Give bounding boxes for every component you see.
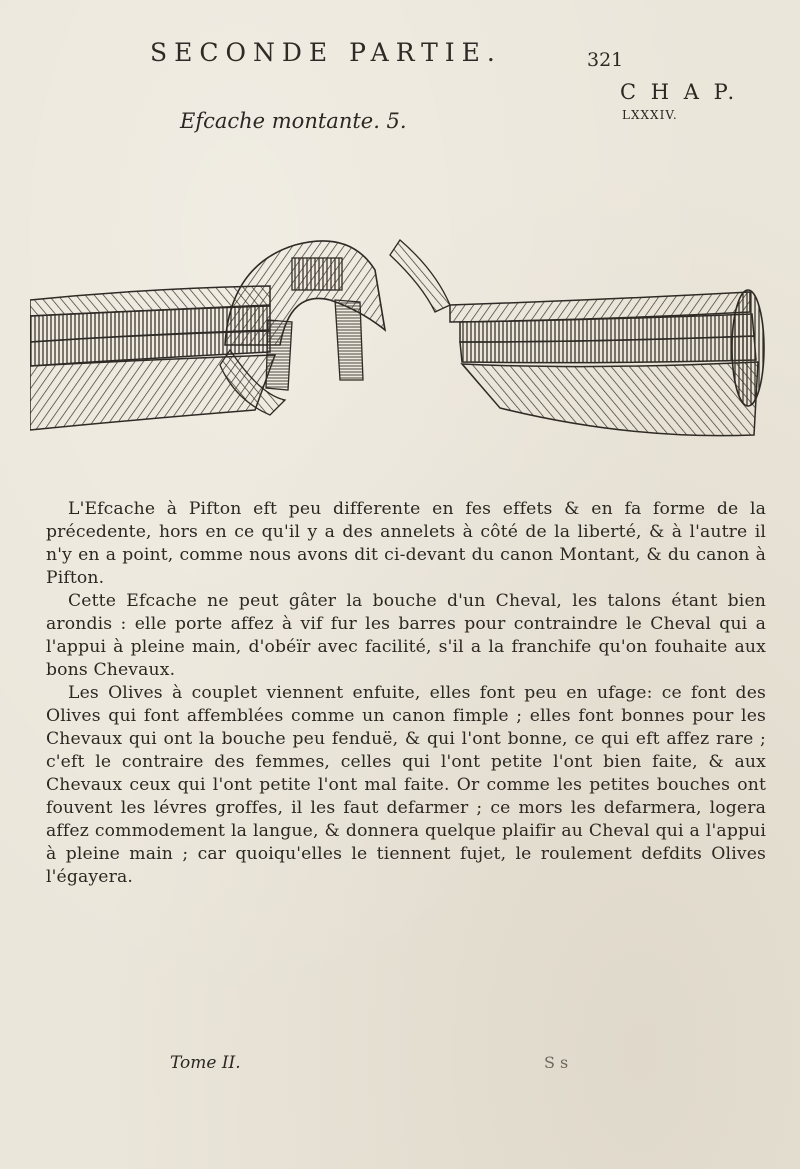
paragraph-2: Cette Efcache ne peut gâter la bouche d'un Cheval, les talons étant bien arondis : elle porte affez à vif fur les barres pour contraindre le Cheval qui a l'appui à pleine main, d'obéïr avec facilité, s'il a la franchife qu'on fouhaite aux bons Chevaux. <box>46 591 766 680</box>
bit-engraving <box>30 230 775 445</box>
paragraph-3: Les Olives à couplet viennent enfuite, elles font peu en ufage: ce font des Olives qui font affemblées comme un canon fimple ; elles font bonnes pour les Chevaux qui ont la bouche peu fenduë, & qui l'ont bonne, ce qui eft affez rare ; c'eft le contraire des femmes, celles qui l'ont petite l'ont bien faite, & aux Chevaux ceux qui l'ont petite l'ont mal faite. Or comme les petites bouches ont fouvent les lévres groffes, il les faut defarmer ; ce mors les defarmera, logera affez commodement la langue, & donnera quelque plaifir au Cheval qui a l'appui à pleine main ; car quoiqu'elles le tiennent fujet, le roulement defdits Olives l'égayera. <box>46 683 766 887</box>
figure-caption: Efcache montante. 5. <box>180 109 407 133</box>
volume-label: Tome II. <box>170 1053 241 1073</box>
paragraph-1: L'Efcache à Pifton eft peu differente en fes effets & en fa forme de la précedente, hors en ce qu'il y a des annelets à côté de la liberté, & à l'autre il n'y en a point, comme nous avons dit ci-devant du canon Montant, & du canon à Pifton. <box>46 499 766 588</box>
signature-mark: S s <box>544 1053 569 1072</box>
chapter-number: LXXXIV. <box>622 108 678 122</box>
liberty-port <box>220 240 450 415</box>
body-text <box>46 498 766 889</box>
right-canon <box>450 290 764 436</box>
chapter-label: C H A P. <box>620 80 739 104</box>
running-title: SECONDE PARTIE. <box>150 38 502 67</box>
page-number: 321 <box>587 49 624 71</box>
